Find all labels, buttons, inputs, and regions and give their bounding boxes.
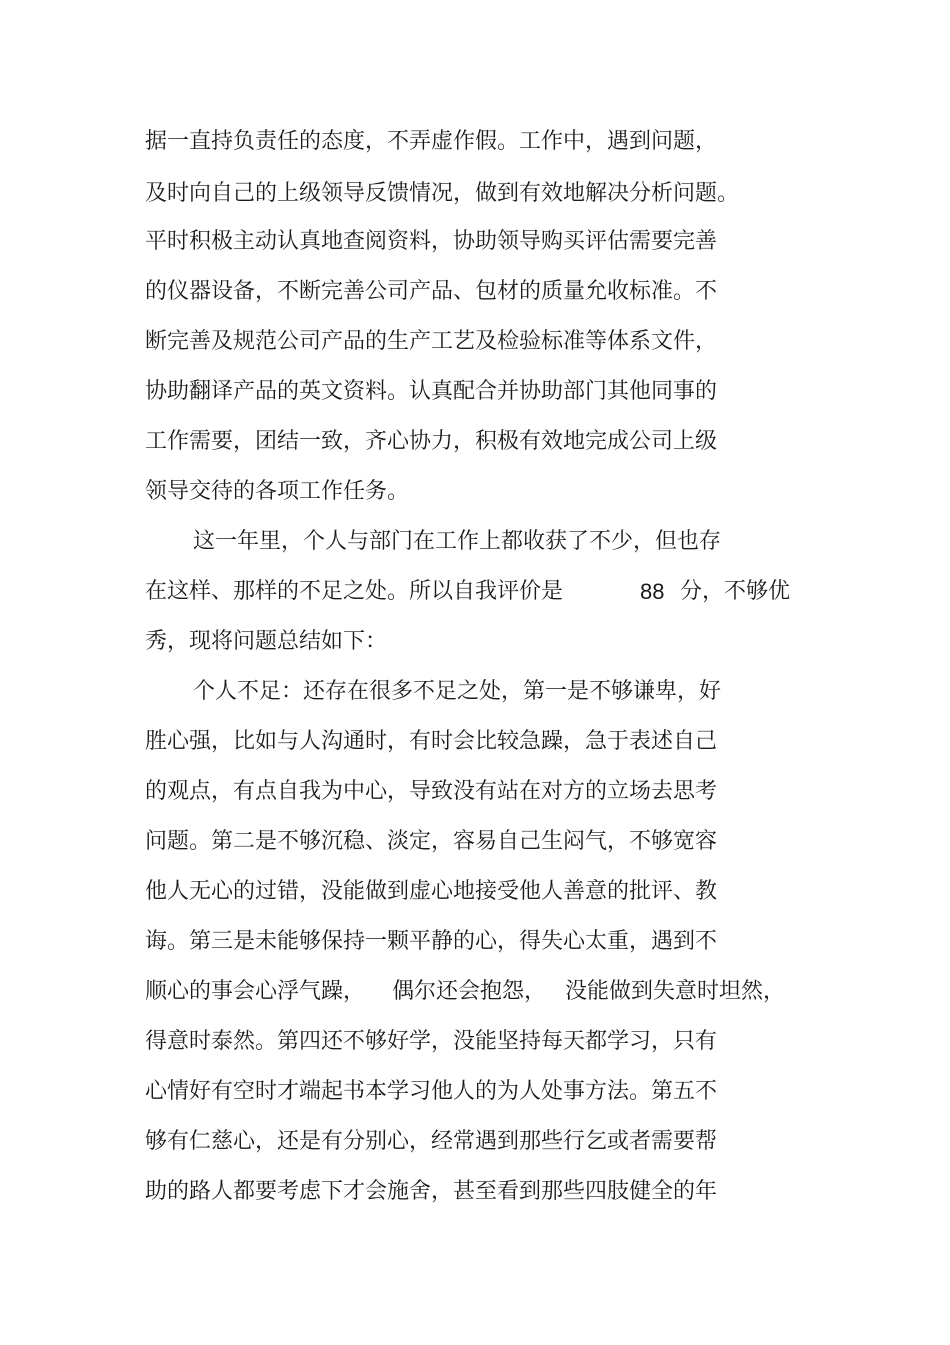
self-score-value: 88	[640, 579, 665, 604]
paragraph-line: 断完善及规范公司产品的生产工艺及检验标准等体系文件，	[145, 329, 718, 354]
paragraph-line: 据一直持负责任的态度，不弄虚作假。工作中，遇到问题，	[145, 129, 718, 154]
paragraph-line: 的仪器设备，不断完善公司产品、包材的质量允收标准。不	[145, 279, 718, 304]
paragraph-line: 助的路人都要考虑下才会施舍，甚至看到那些四肢健全的年	[145, 1179, 718, 1204]
paragraph-line: 及时向自己的上级领导反馈情况，做到有效地解决分析问题。	[145, 181, 740, 206]
paragraph-line: 得意时泰然。第四还不够好学，没能坚持每天都学习，只有	[145, 1029, 718, 1054]
paragraph-line: 够有仁慈心，还是有分别心，经常遇到那些行乞或者需要帮	[145, 1129, 718, 1154]
paragraph-line: 问题。第二是不够沉稳、淡定，容易自己生闷气，不够宽容	[145, 829, 718, 854]
paragraph-line: 在这样、那样的不足之处。所以自我评价是	[145, 579, 564, 604]
paragraph-line: 平时积极主动认真地查阅资料，协助领导购买评估需要完善	[145, 229, 718, 254]
paragraph-line: 协助翻译产品的英文资料。认真配合并协助部门其他同事的	[145, 379, 718, 404]
self-score-suffix: 分，不够优	[680, 579, 791, 604]
paragraph-line: 他人无心的过错，没能做到虚心地接受他人善意的批评、教	[145, 879, 718, 904]
paragraph-line: 诲。第三是未能够保持一颗平静的心，得失心太重，遇到不	[145, 929, 718, 954]
paragraph-line: 领导交待的各项工作任务。	[145, 479, 410, 504]
paragraph-line: 顺心的事会心浮气躁，	[145, 979, 366, 1004]
paragraph-line-segment: 偶尔还会抱怨，	[392, 979, 547, 1004]
paragraph-line: 胜心强，比如与人沟通时，有时会比较急躁，急于表述自己	[145, 729, 718, 754]
paragraph-line: 的观点，有点自我为中心，导致没有站在对方的立场去思考	[145, 779, 718, 804]
paragraph-line: 这一年里，个人与部门在工作上都收获了不少，但也存	[193, 529, 722, 554]
paragraph-line: 工作需要，团结一致，齐心协力，积极有效地完成公司上级	[145, 429, 718, 454]
paragraph-line: 秀，现将问题总结如下：	[145, 629, 388, 654]
paragraph-line: 个人不足：还存在很多不足之处，第一是不够谦卑，好	[193, 679, 722, 704]
paragraph-line: 心情好有空时才端起书本学习他人的为人处事方法。第五不	[145, 1079, 718, 1104]
paragraph-line-segment: 没能做到失意时坦然，	[565, 979, 786, 1004]
